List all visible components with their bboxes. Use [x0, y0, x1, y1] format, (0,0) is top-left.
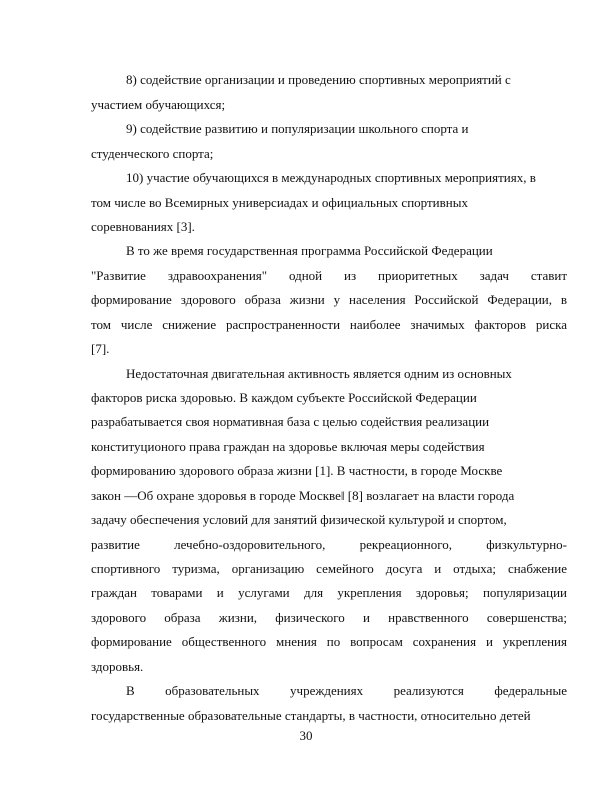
text-line: 8) содействие организации и проведению спортивных мероприятий с — [126, 72, 511, 87]
text-line: формирование общественного мнения по вопросам сохранения и укрепления — [91, 634, 567, 649]
text-line: граждан товарами и услугами для укрепления здоровья; популяризации — [91, 585, 567, 600]
text-line: В образовательных учреждениях реализуются федеральные — [126, 683, 567, 698]
text-line: "Развитие здравоохранения" одной из приоритетных задач ставит — [91, 268, 567, 283]
text-line: факторов риска здоровью. В каждом субъекте Российской Федерации — [91, 390, 477, 405]
text-line: задачу обеспечения условий для занятий физической культурой и спортом, — [91, 512, 507, 527]
text-line: В то же время государственная программа Российской Федерации — [126, 243, 493, 258]
text-line: здоровья. — [91, 659, 144, 674]
text-line: государственные образовательные стандарты, в частности, относительно детей — [91, 708, 531, 723]
text-line: Недостаточная двигательная активность является одним из основных — [126, 366, 512, 381]
text-line: формированию здорового образа жизни [1]. В частности, в городе Москве — [91, 463, 503, 478]
text-line: 10) участие обучающихся в международных спортивных мероприятиях, в — [126, 170, 536, 185]
text-line: участием обучающихся; — [91, 97, 226, 112]
text-line: студенческого спорта; — [91, 146, 214, 161]
text-line: формирование здорового образа жизни у населения Российской Федерации, в — [91, 292, 567, 307]
text-line: 9) содействие развитию и популяризации школьного спорта и — [126, 121, 469, 136]
text-line: том числе снижение распространенности наиболее значимых факторов риска — [91, 317, 567, 332]
text-line: том числе во Всемирных универсиадах и официальных спортивных — [91, 195, 468, 210]
text-line: конституционого права граждан на здоровье включая меры содействия — [91, 439, 485, 454]
text-line: закон ―Об охране здоровья в городе Москве‖ [8] возлагает на власти города — [91, 488, 515, 503]
text-line: спортивного туризма, организацию семейного досуга и отдыха; снабжение — [91, 561, 567, 576]
text-line: разрабатывается своя нормативная база с целью содействия реализации — [91, 414, 490, 429]
page-number: 30 — [299, 728, 313, 743]
text-line: здорового образа жизни, физического и нравственного совершенства; — [91, 610, 567, 625]
text-line: [7]. — [91, 341, 110, 356]
text-line: соревнованиях [3]. — [91, 219, 195, 234]
text-line: развитие лечебно-оздоровительного, рекреационного, физкультурно- — [91, 537, 567, 552]
